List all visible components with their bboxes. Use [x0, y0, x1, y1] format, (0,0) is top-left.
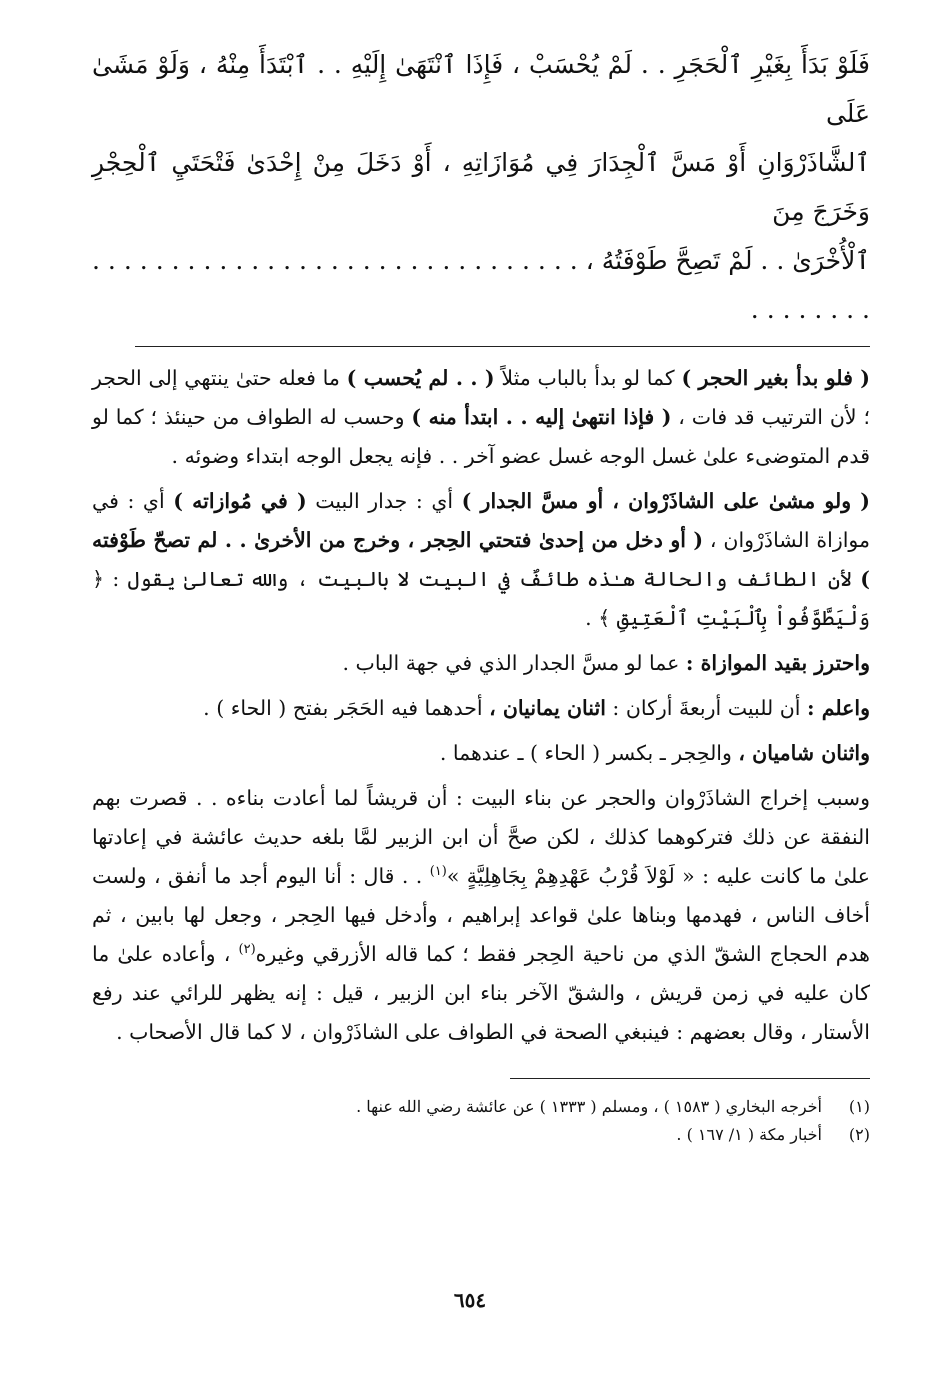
commentary-text: عما لو مسَّ الجدار الذي في جهة الباب . [342, 651, 686, 675]
footnote-ref-2[interactable]: (٢) [238, 942, 256, 958]
commentary-paragraph-1 [92, 359, 870, 476]
footnote-1 [92, 1093, 870, 1121]
quoted-matn: ( فلو بدأ بغير الحجر ) [681, 366, 870, 390]
footnote-number: (١) [848, 1097, 870, 1116]
main-text [92, 40, 870, 334]
ellipsis-dots: . . . . . . . . . . . . . . . . . . . . . . . . . . . . . . . . . . . . . . . [92, 246, 870, 324]
footnote-divider [510, 1078, 870, 1079]
footnotes [92, 1093, 870, 1149]
commentary-text: لأن الطائف والحالة هـٰذه طائفٌ في البيت لا بالبيت ، والله تعالىٰ يقول : ﴿ وَلْيَطَّوَّفُواْ بِٱلْبَيْتِ ٱلْعَتِيقِ ﴾ . [92, 567, 870, 630]
quoted-matn: ( فإذا انتهىٰ إليه . . ابتدأ منه ) [411, 405, 672, 429]
commentary-paragraph-2 [92, 482, 870, 638]
footnote-ref-1[interactable]: (١) [429, 864, 447, 880]
commentary-text: وحسب له الطواف من حينئذ ؛ كما لو قدم المتوضىء علىٰ غسل الوجه غسل عضو آخر . . فإنه يجعل الوجه ابتداء وضوئه . [92, 405, 870, 468]
main-text-divider [135, 346, 870, 347]
commentary-text: والحِجر ـ بكسر ( الحاء ) ـ عندهما . [439, 741, 739, 765]
commentary-text: ما فعله حتىٰ ينتهي إلى الحجر ؛ لأن الترتيب قد فات ، [92, 366, 870, 429]
commentary-text: أي : جدار البيت [306, 489, 462, 513]
quoted-matn: واحترز بقيد الموازاة : [685, 651, 870, 675]
footnote-number: (٢) [848, 1125, 870, 1144]
quoted-matn: واثنان شاميان ، [738, 741, 870, 765]
quoted-matn: ( . . لم يُحسب ) [346, 366, 495, 390]
footnote-2 [92, 1121, 870, 1149]
matn-line-1: فَلَوْ بَدَأَ بِغَيْرِ ٱلْحَجَرِ . . لَمْ يُحْسَبْ ، فَإِذَا ٱنْتَهَىٰ إِلَيْهِ . . ٱبْتَدَأَ مِنْهُ ، وَلَوْ مَشَىٰ عَلَى [92, 50, 870, 128]
commentary-text: أحدهما فيه الحَجَر بفتح ( الحاء ) . [203, 696, 490, 720]
commentary-paragraph-3 [92, 644, 870, 683]
footnote-text: أخبار مكة ( ١/ ١٦٧ ) . [676, 1125, 822, 1144]
footnote-text: أخرجه البخاري ( ١٥٨٣ ) ، ومسلم ( ١٣٣٣ ) عن عائشة رضي الله عنها . [356, 1097, 822, 1116]
page-number: ٦٥٤ [453, 1288, 487, 1312]
commentary-text: كما لو بدأ بالباب مثلاً [494, 366, 682, 390]
commentary-text: . . قال : أنا اليوم أجد ما أنفق ، ولست أخاف الناس ، فهدمها وبناها علىٰ قواعد إبراهيم ، وأدخل فيها الحِجر ، وجعل لها بابين ، ثم هدم الحجاج الشقّ الذي من ناحية الحِجر فقط ؛ كما قاله الأزرقي وغيره [92, 864, 870, 966]
quoted-matn: اثنان يمانيان ، [489, 696, 606, 720]
commentary-paragraph-4 [92, 689, 870, 728]
quoted-matn: ( ولو مشىٰ على الشاذَرْوان ، أو مسَّ الجدار ) [461, 489, 870, 513]
quoted-matn: واعلم : [807, 696, 870, 720]
commentary-paragraph-6 [92, 779, 870, 1052]
commentary [92, 359, 870, 1052]
quoted-matn: ( أو دخل من إحدىٰ فتحتي الحِجر ، وخرج من الأخرىٰ . . لم تصحّ طَوْفته ) [92, 528, 870, 591]
commentary-text: وسبب إخراج الشاذَرْوان والحجر عن بناء البيت : أن قريشاً لما أعادت بناءه . . قصرت بهم النفقة عن ذلك فتركوهما كذلك ، لكن صحَّ أن ابن الزبير لمَّا بلغه حديث عائشة في إعادتها علىٰ ما كانت عليه : « لَوْلاَ قُرْبُ عَهْدِهِمْ بِجَاهِلِيَّةٍ » [92, 786, 870, 888]
matn-line-3-text: ٱلْأُخْرَىٰ . . لَمْ تَصِحَّ طَوْفَتُهُ ، [585, 246, 870, 275]
matn-line-2: ٱلشَّاذَرْوَانِ أَوْ مَسَّ ٱلْجِدَارَ فِي مُوَازَاتِهِ ، أَوْ دَخَلَ مِنْ إِحْدَىٰ فَتْحَتَيِ ٱلْحِجْرِ وَخَرَجَ مِنَ [92, 148, 870, 226]
page-body [92, 40, 870, 1149]
commentary-text: أن للبيت أربعةَ أركان : [605, 696, 808, 720]
quoted-matn: ( في مُوازاته ) [173, 489, 307, 513]
matn-line-3 [92, 236, 870, 334]
commentary-text: أي : في موازاة الشاذَرْوان ، [92, 489, 870, 552]
commentary-text: ، وأعاده علىٰ ما كان عليه في زمن قريش ، والشقّ الآخر بناء ابن الزبير ، قيل : إنه يظهر للرائي عند رفع الأستار ، وقال بعضهم : فينبغي الصحة في الطواف على الشاذَرْوان ، لا كما قال الأصحاب . [92, 942, 870, 1044]
commentary-paragraph-5 [92, 734, 870, 773]
